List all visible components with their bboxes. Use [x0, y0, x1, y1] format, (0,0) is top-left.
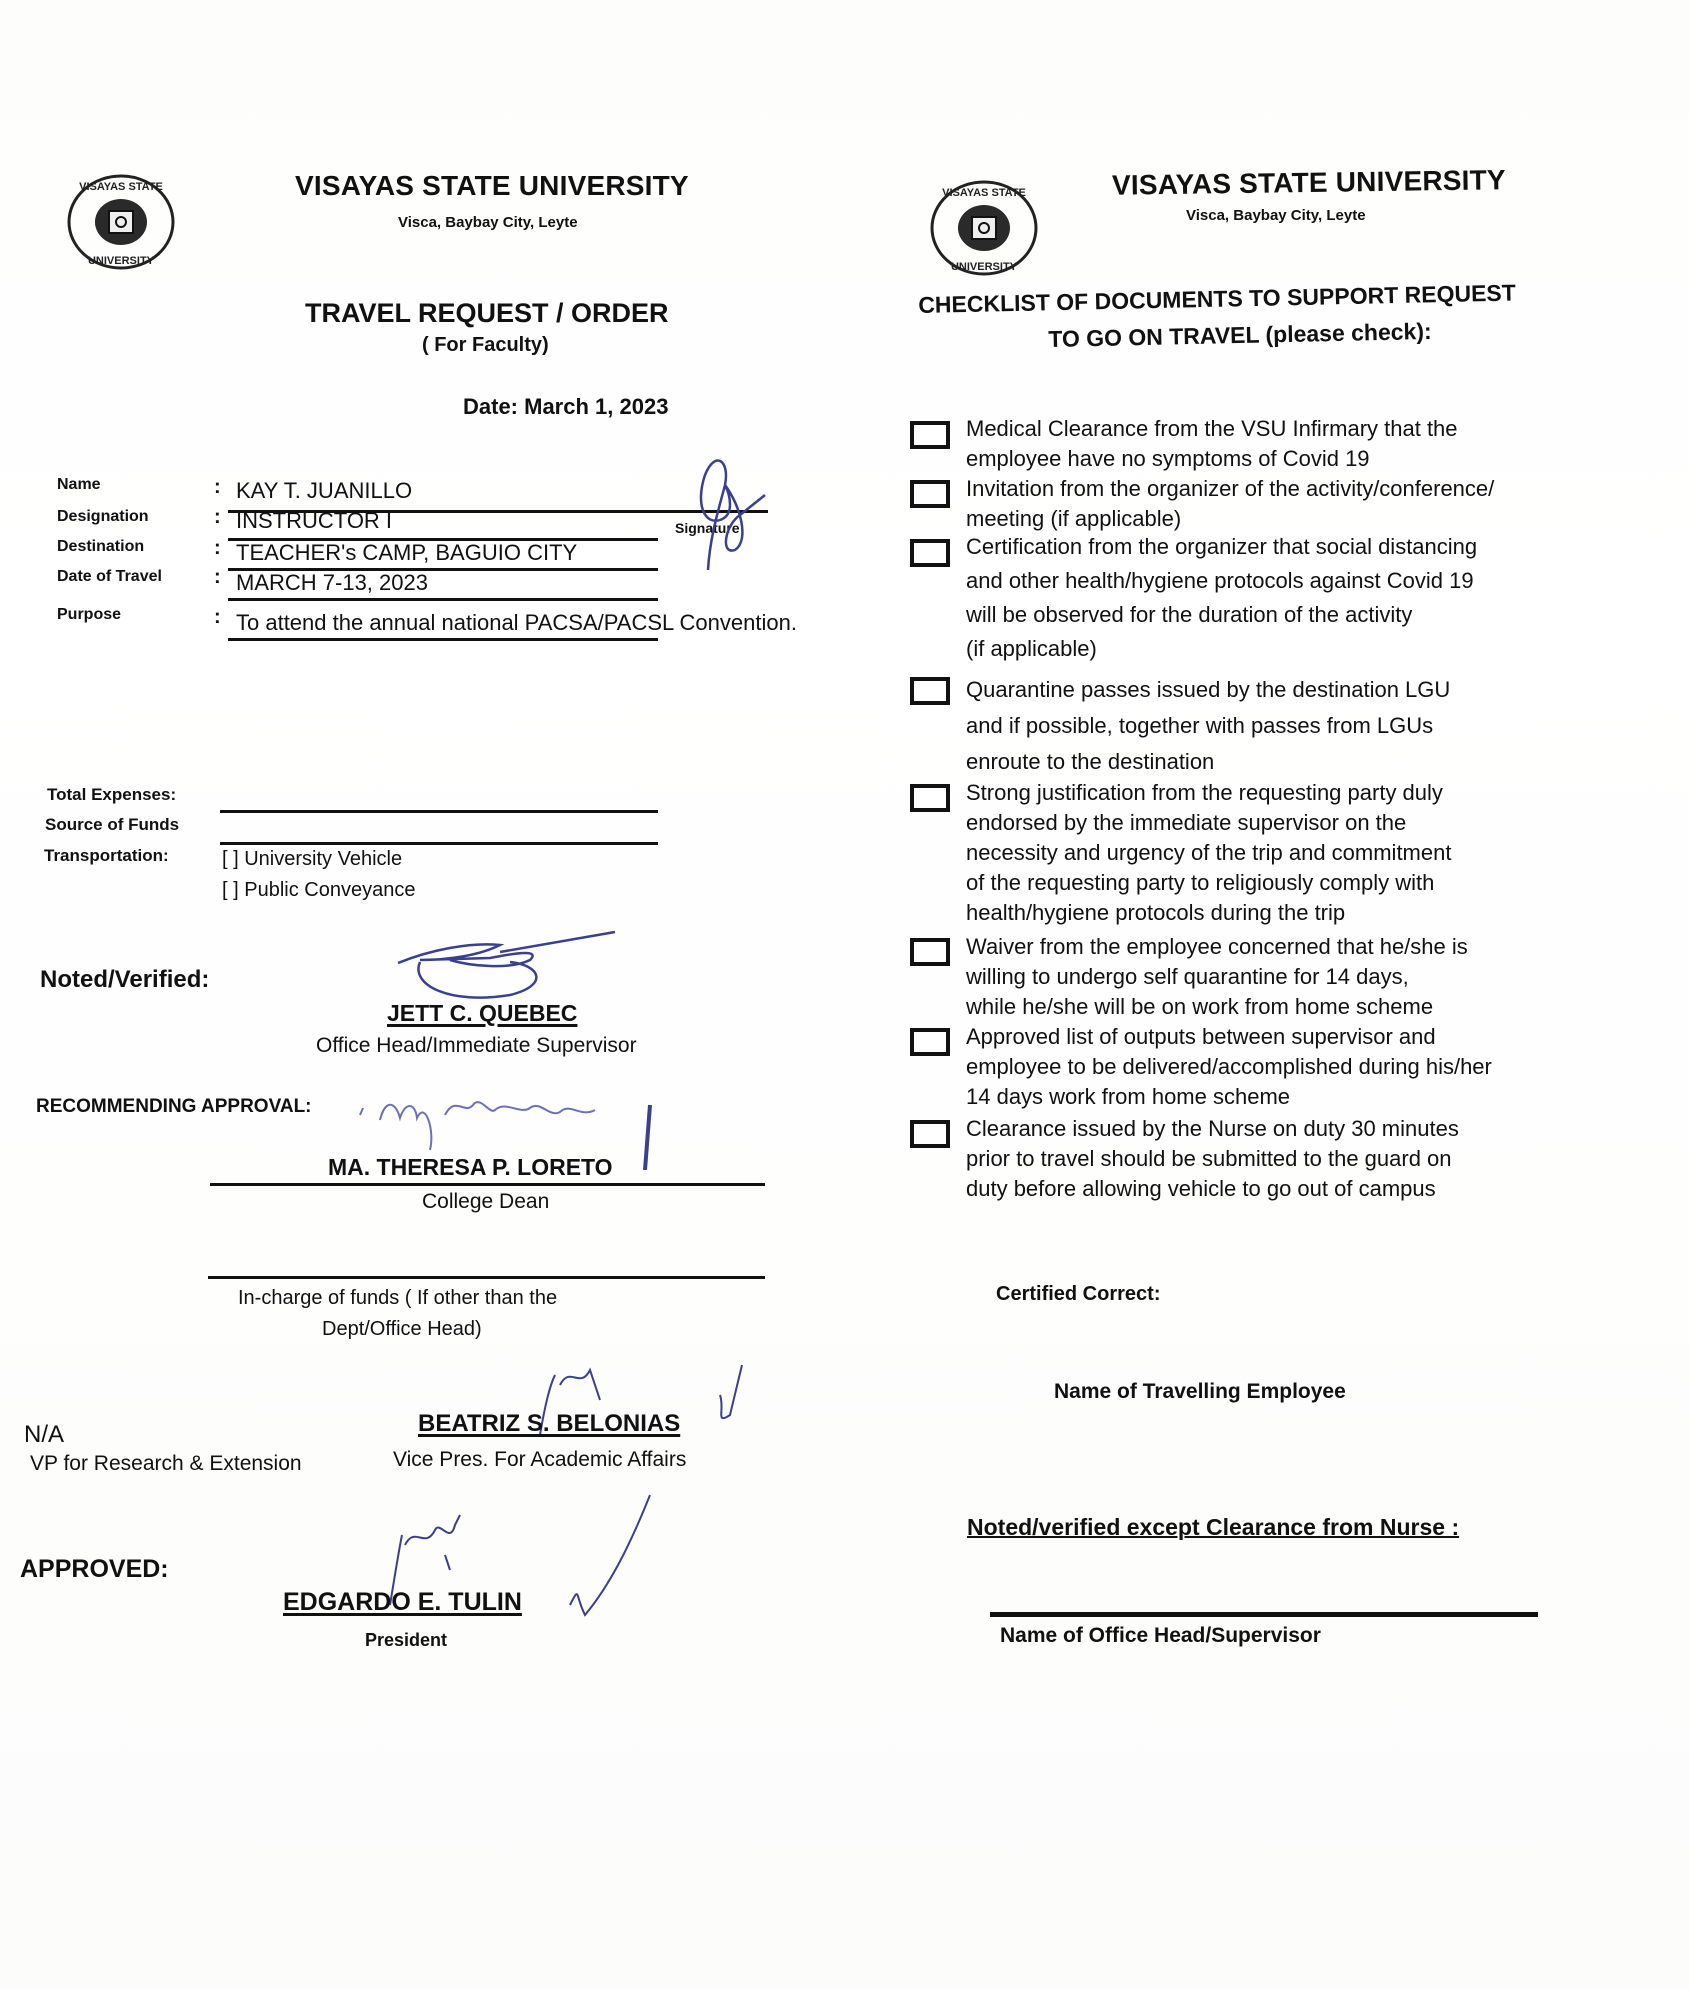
purpose-field[interactable]: To attend the annual national PACSA/PACSL Convention. [236, 610, 797, 635]
name-label: Name [57, 476, 101, 493]
recommending-approval-label: RECOMMENDING APPROVAL: [36, 1096, 312, 1117]
president-name: EDGARDO E. TULIN [283, 1588, 522, 1616]
form-subtitle: ( For Faculty) [422, 334, 549, 356]
checklist-title-line2: TO GO ON TRAVEL (please check): [1048, 317, 1432, 352]
form-date: Date: March 1, 2023 [463, 394, 669, 419]
svg-text:VISAYAS STATE: VISAYAS STATE [79, 181, 163, 193]
checklist-item-5: Strong justification from the requesting party duly endorsed by the immediate supervisor on the necessity and urgency of the trip and commitment of the requesting party to religiously comply with health/hygiene protocols during the trip [966, 780, 1452, 925]
colon: : [214, 506, 221, 528]
destination-label: Destination [57, 538, 145, 555]
vp-academic-position: Vice Pres. For Academic Affairs [393, 1448, 687, 1471]
noted-verified-label: Noted/Verified: [40, 966, 210, 993]
checklist-checkbox-3[interactable] [910, 539, 950, 567]
university-name: VISAYAS STATE UNIVERSITY [1111, 164, 1506, 201]
total-expenses-field[interactable] [220, 810, 658, 813]
colon: : [214, 537, 221, 559]
checklist-item-4: Quarantine passes issued by the destination LGU and if possible, together with passes from LGUs enroute to the destination [966, 677, 1451, 774]
checklist-checkbox-4[interactable] [910, 677, 950, 705]
travelling-employee-label: Name of Travelling Employee [1054, 1380, 1346, 1403]
transport-checkbox[interactable]: [ ] [222, 848, 239, 870]
dean-signature-line [210, 1183, 765, 1186]
colon: : [214, 566, 221, 588]
checklist-item-6: Waiver from the employee concerned that he/she is willing to undergo self quarantine for 14 days, while he/she will be on work from home scheme [966, 934, 1468, 1019]
checklist-checkbox-6[interactable] [910, 938, 950, 966]
checklist-item-3: Certification from the organizer that social distancing and other health/hygiene protocols against Covid 19 will be observed for the duration of the activity (if applicable) [966, 534, 1478, 661]
funds-signature-line [208, 1276, 765, 1279]
date-of-travel-label: Date of Travel [57, 568, 162, 585]
university-seal-icon [65, 172, 177, 272]
supervisor-name: JETT C. QUEBEC [387, 1000, 578, 1026]
checklist-item-1: Medical Clearance from the VSU Infirmary that the employee have no symptoms of Covid 19 [966, 416, 1458, 471]
checklist-checkbox-1[interactable] [910, 421, 950, 449]
total-expenses-label: Total Expenses: [47, 785, 177, 804]
date-of-travel-field[interactable]: MARCH 7-13, 2023 [236, 570, 428, 595]
transport-option-label: Public Conveyance [244, 879, 416, 901]
transport-option-public-conveyance[interactable] [222, 879, 415, 902]
vp-academic-name: BEATRIZ S. BELONIAS [418, 1410, 681, 1437]
checklist-item-8: Clearance issued by the Nurse on duty 30 minutes prior to travel should be submitted to the guard on duty before allowing vehicle to go out of campus [966, 1116, 1459, 1201]
transport-option-label: University Vehicle [244, 848, 403, 870]
funds-position-line1: In-charge of funds ( If other than the [238, 1287, 558, 1309]
office-head-label: Name of Office Head/Supervisor [1000, 1624, 1321, 1647]
supervisor-position: Office Head/Immediate Supervisor [316, 1034, 637, 1057]
funds-position-line2: Dept/Office Head) [322, 1318, 482, 1340]
checklist-checkbox-7[interactable] [910, 1028, 950, 1056]
designation-field[interactable]: INSTRUCTOR I [236, 508, 393, 533]
colon: : [214, 606, 221, 628]
checklist-title-line1: CHECKLIST OF DOCUMENTS TO SUPPORT REQUEST [918, 279, 1517, 318]
form-title: TRAVEL REQUEST / ORDER [305, 298, 669, 328]
noted-except-nurse-label: Noted/verified except Clearance from Nurse : [967, 1514, 1460, 1540]
checklist-checkbox-2[interactable] [910, 480, 950, 508]
svg-text:VISAYAS STATE: VISAYAS STATE [942, 187, 1026, 199]
vp-research-name: N/A [24, 1421, 65, 1448]
source-of-funds-field[interactable] [220, 842, 658, 845]
office-head-signature-line [990, 1612, 1538, 1617]
checklist-item-7: Approved list of outputs between supervisor and employee to be delivered/accomplished during his/her 14 days work from home scheme [966, 1024, 1492, 1109]
dean-position: College Dean [422, 1190, 550, 1213]
date-of-travel-underline [228, 598, 658, 601]
university-address: Visca, Baybay City, Leyte [1186, 207, 1366, 224]
checklist-checkbox-5[interactable] [910, 784, 950, 812]
designation-label: Designation [57, 508, 149, 525]
checklist-item-2: Invitation from the organizer of the activity/conference/ meeting (if applicable) [966, 476, 1495, 531]
supervisor-signature [390, 930, 620, 1010]
name-field[interactable]: KAY T. JUANILLO [236, 478, 413, 503]
purpose-underline [228, 638, 658, 641]
applicant-signature [680, 445, 780, 585]
approved-label: APPROVED: [20, 1555, 169, 1583]
signature-label: Signature [675, 520, 740, 536]
dean-name: MA. THERESA P. LORETO [328, 1154, 613, 1180]
transport-option-university-vehicle[interactable] [222, 848, 402, 871]
university-address: Visca, Baybay City, Leyte [398, 214, 578, 231]
source-of-funds-label: Source of Funds [45, 815, 180, 834]
colon: : [214, 476, 221, 498]
university-name: VISAYAS STATE UNIVERSITY [295, 170, 689, 201]
president-position: President [365, 1630, 448, 1650]
vp-academic-signature [520, 1355, 750, 1455]
transportation-label: Transportation: [44, 846, 169, 865]
transport-checkbox[interactable]: [ ] [222, 879, 239, 901]
checklist-checkbox-8[interactable] [910, 1120, 950, 1148]
certified-correct-label: Certified Correct: [996, 1283, 1161, 1305]
svg-text:UNIVERSITY: UNIVERSITY [87, 255, 155, 267]
vp-research-position: VP for Research & Extension [30, 1452, 302, 1475]
purpose-label: Purpose [57, 606, 122, 623]
university-seal-icon [928, 178, 1040, 278]
destination-field[interactable]: TEACHER's CAMP, BAGUIO CITY [236, 540, 578, 565]
svg-text:UNIVERSITY: UNIVERSITY [950, 261, 1018, 273]
